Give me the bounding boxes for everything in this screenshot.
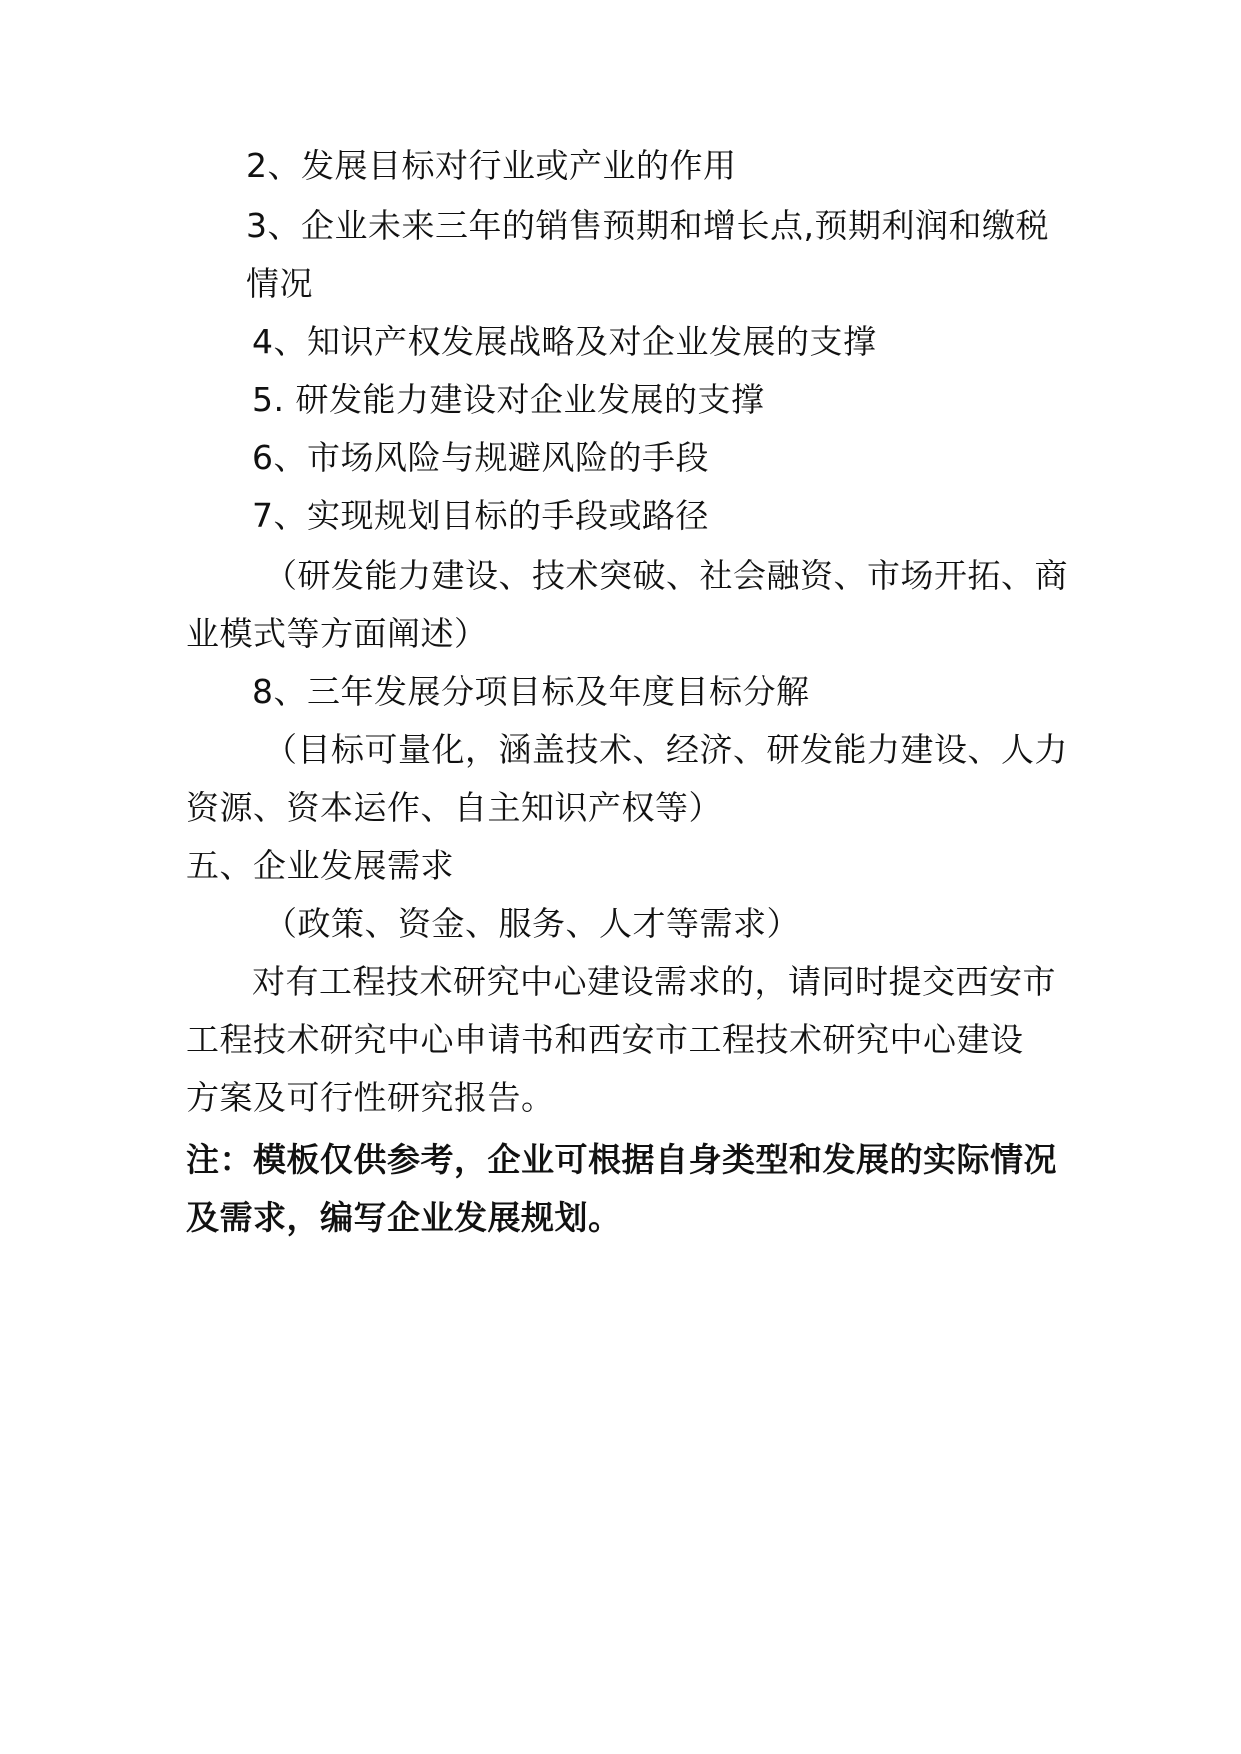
item-3: 3、企业未来三年的销售预期和增长点,预期利润和缴税 <box>246 206 1049 245</box>
item-8-note-continued: 资源、资本运作、自主知识产权等） <box>186 788 722 827</box>
section-5-note: （政策、资金、服务、人才等需求） <box>264 904 800 943</box>
note-line-1: 注：模板仅供参考，企业可根据自身类型和发展的实际情况 <box>186 1140 1057 1179</box>
item-8: 8、三年发展分项目标及年度目标分解 <box>252 672 810 711</box>
item-7: 7、实现规划目标的手段或路径 <box>252 496 709 535</box>
paragraph-line-2: 工程技术研究中心申请书和西安市工程技术研究中心建设 <box>186 1020 1024 1059</box>
item-2: 2、发展目标对行业或产业的作用 <box>246 146 737 185</box>
item-5: 5. 研发能力建设对企业发展的支撑 <box>252 380 765 419</box>
item-6: 6、市场风险与规避风险的手段 <box>252 438 709 477</box>
item-3-continued: 情况 <box>246 264 313 303</box>
item-4: 4、知识产权发展战略及对企业发展的支撑 <box>252 322 877 361</box>
item-7-note: （研发能力建设、技术突破、社会融资、市场开拓、商 <box>264 556 1068 595</box>
item-8-note: （目标可量化，涵盖技术、经济、研发能力建设、人力 <box>264 730 1068 769</box>
note-line-2: 及需求，编写企业发展规划。 <box>186 1198 622 1237</box>
section-5-heading: 五、企业发展需求 <box>186 846 454 885</box>
paragraph-line-3: 方案及可行性研究报告。 <box>186 1078 555 1117</box>
item-7-note-continued: 业模式等方面阐述） <box>186 614 488 653</box>
paragraph-line-1: 对有工程技术研究中心建设需求的，请同时提交西安市 <box>252 962 1056 1001</box>
